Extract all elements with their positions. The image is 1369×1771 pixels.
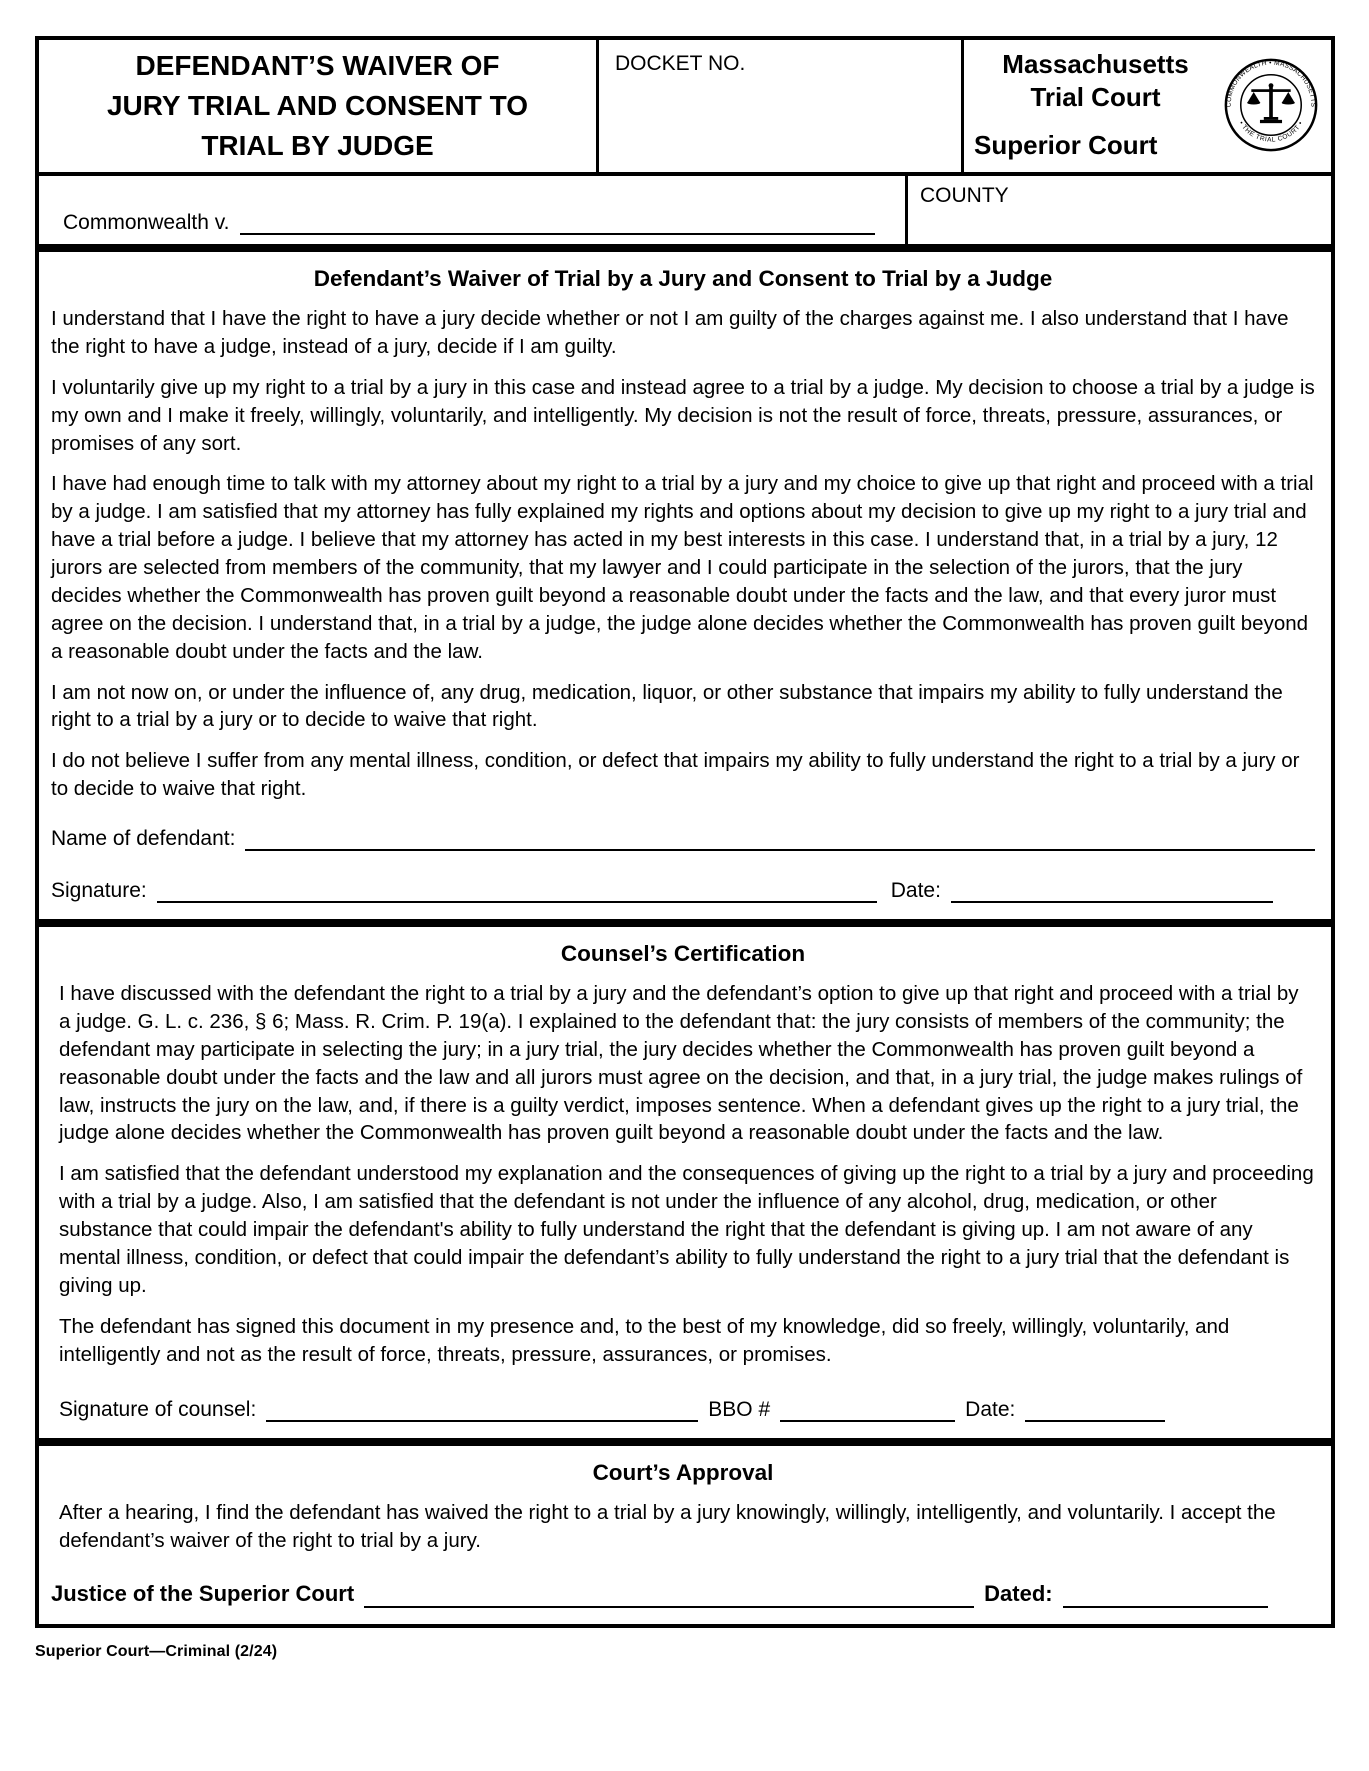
waiver-paragraph-2: I voluntarily give up my right to a trial by a jury in this case and instead agree to a trial by a judge. My decision to choose a trial by a judge is my own and I make it freely, willingly, voluntarily, and intelligently. My decision is not the result of force, threats, pressure, assurances, or promises of any sort. — [51, 375, 1315, 455]
court-name-state: Massachusetts — [1002, 49, 1189, 79]
waiver-section-heading: Defendant’s Waiver of Trial by a Jury and Consent to Trial by a Judge — [313, 266, 1053, 291]
defendant-name-row — [51, 825, 1315, 851]
waiver-paragraph-5: I do not believe I suffer from any mental illness, condition, or defect that impairs my ability to fully understand the right to a trial by a jury or to decide to waive that right. — [51, 749, 1300, 801]
defendant-signature-line[interactable] — [157, 877, 877, 903]
court-section-heading: Court’s Approval — [592, 1460, 774, 1486]
counsel-paragraph-1: I have discussed with the defendant the right to a trial by a jury and the defendant’s option to give up that right and proceed with a trial by a judge. G. L. c. 236, § 6; Mass. R. Crim. P. 19(a). I explained to the defendant that: the jury consists of members of the community; the defendant may participate in selecting the jury; in a jury trial, the jury decides whether the Commonwealth has proven guilt beyond a reasonable doubt under the facts and the law and all jurors must agree on the decision, and that, in a jury trial, the judge makes rulings of law, instructs the jury on the law, and, if there is a guilty verdict, imposes sentence. When a defendant gives up the right to a jury trial, the judge alone decides whether the Commonwealth has proven guilt beyond a reasonable doubt under the facts and the law. — [59, 982, 1303, 1145]
trial-court-seal-icon — [1223, 57, 1319, 153]
defendant-name-caption-line[interactable] — [240, 209, 875, 235]
justice-signature-line[interactable] — [364, 1582, 974, 1608]
seal-top-text: COMMONWEALTH • MASSACHUSETTS — [1225, 59, 1317, 108]
waiver-paragraph-1: I understand that I have the right to have a jury decide whether or not I am guilty of the charges against me. I also understand that I have the right to have a judge, instead of a jury, decide if I am guilty. — [51, 307, 1289, 358]
counsel-paragraph-2: I am satisfied that the defendant understood my explanation and the consequences of giving up the right to a trial by a jury and proceeding with a trial by a judge. Also, I am satisfied that the defendant is not under the influence of any alcohol, drug, medication, or other substance that could impair the defendant's ability to fully understand the right that the defendant is giving up. I am not aware of any mental illness, condition, or defect that could impair the defendant’s ability to fully understand the right to a jury trial that the defendant is giving up. — [59, 1162, 1314, 1297]
counsel-certification-section — [35, 923, 1335, 1442]
bbo-number-label: BBO # — [708, 1398, 771, 1422]
form-header — [35, 36, 1335, 176]
form-title-line-1: DEFENDANT’S WAIVER OF — [135, 50, 500, 82]
court-approval-section — [35, 1442, 1335, 1627]
case-caption — [39, 176, 908, 244]
counsel-date-line[interactable] — [1025, 1396, 1165, 1422]
court-name-division: Superior Court — [974, 129, 1158, 160]
defendant-name-line[interactable] — [245, 825, 1315, 851]
docket-number-field[interactable] — [599, 40, 964, 172]
justice-signature-row — [51, 1581, 1315, 1607]
form-title — [39, 40, 599, 172]
county-label: COUNTY — [920, 184, 1009, 207]
county-field[interactable] — [908, 176, 1331, 244]
seal-container — [1219, 48, 1319, 162]
court-name — [972, 48, 1219, 162]
waiver-paragraph-3: I have had enough time to talk with my attorney about my right to a trial by a jury and my choice to give up that right and proceed with a trial by a judge. I am satisfied that my attorney has fully explained my rights and options about my decision to give up my right to a jury trial and have a trial before a judge. I believe that my attorney has acted in my best interests in this case. I understand that, in a trial by a jury, 12 jurors are selected from members of the community, that my lawyer and I could participate in the selection of the jurors, that the jury decides whether the Commonwealth has proven guilt beyond a reasonable doubt under the facts and the law, and that every juror must agree on the decision. I understand that, in a trial by a judge, the judge alone decides whether the Commonwealth has proven guilt beyond a reasonable doubt under the facts and the law. — [51, 472, 1314, 663]
commonwealth-v-label: Commonwealth v. — [63, 210, 230, 234]
court-approval-paragraph: After a hearing, I find the defendant has waived the right to a trial by a jury knowingly, willingly, intelligently, and voluntarily. I accept the defendant’s waiver of the right to trial by a jury. — [59, 1501, 1276, 1553]
counsel-section-heading: Counsel’s Certification — [560, 941, 806, 966]
court-name-trial-court: Trial Court — [1030, 82, 1161, 113]
form-title-line-2: JURY TRIAL AND CONSENT TO — [106, 90, 529, 122]
defendant-signature-label: Signature: — [51, 878, 147, 902]
justice-label: Justice of the Superior Court — [51, 1581, 355, 1607]
bbo-number-line[interactable] — [780, 1396, 955, 1422]
counsel-signature-line[interactable] — [266, 1396, 698, 1422]
counsel-signature-row — [59, 1396, 1315, 1422]
docket-number-label: DOCKET NO. — [615, 52, 746, 75]
scales-of-justice-icon — [1247, 83, 1295, 123]
counsel-paragraph-3: The defendant has signed this document in my presence and, to the best of my knowledge, did so freely, willingly, voluntarily, and intelligently and not as the result of force, threats, pressure, assurances, or promises. — [59, 1314, 1230, 1366]
case-caption-row — [35, 176, 1335, 248]
defendant-date-line[interactable] — [951, 877, 1273, 903]
dated-line[interactable] — [1063, 1582, 1268, 1608]
counsel-date-label: Date: — [965, 1398, 1016, 1422]
defendant-signature-row — [51, 877, 1315, 903]
waiver-paragraph-4: I am not now on, or under the influence of, any drug, medication, liquor, or other substance that impairs my ability to fully understand the right to a trial by a jury or to decide to waive that right. — [51, 680, 1283, 732]
court-identification — [964, 40, 1331, 172]
form-title-line-3: TRIAL BY JUDGE — [201, 129, 434, 161]
counsel-signature-label: Signature of counsel: — [59, 1398, 257, 1422]
form-number-footer: Superior Court—Criminal (2/24) — [35, 1642, 278, 1660]
dated-label: Dated: — [984, 1581, 1053, 1607]
seal-bottom-text: • THE TRIAL COURT • — [1237, 120, 1305, 144]
defendant-date-label: Date: — [890, 878, 941, 902]
defendant-name-label: Name of defendant: — [51, 826, 236, 850]
defendant-waiver-section — [35, 248, 1335, 923]
